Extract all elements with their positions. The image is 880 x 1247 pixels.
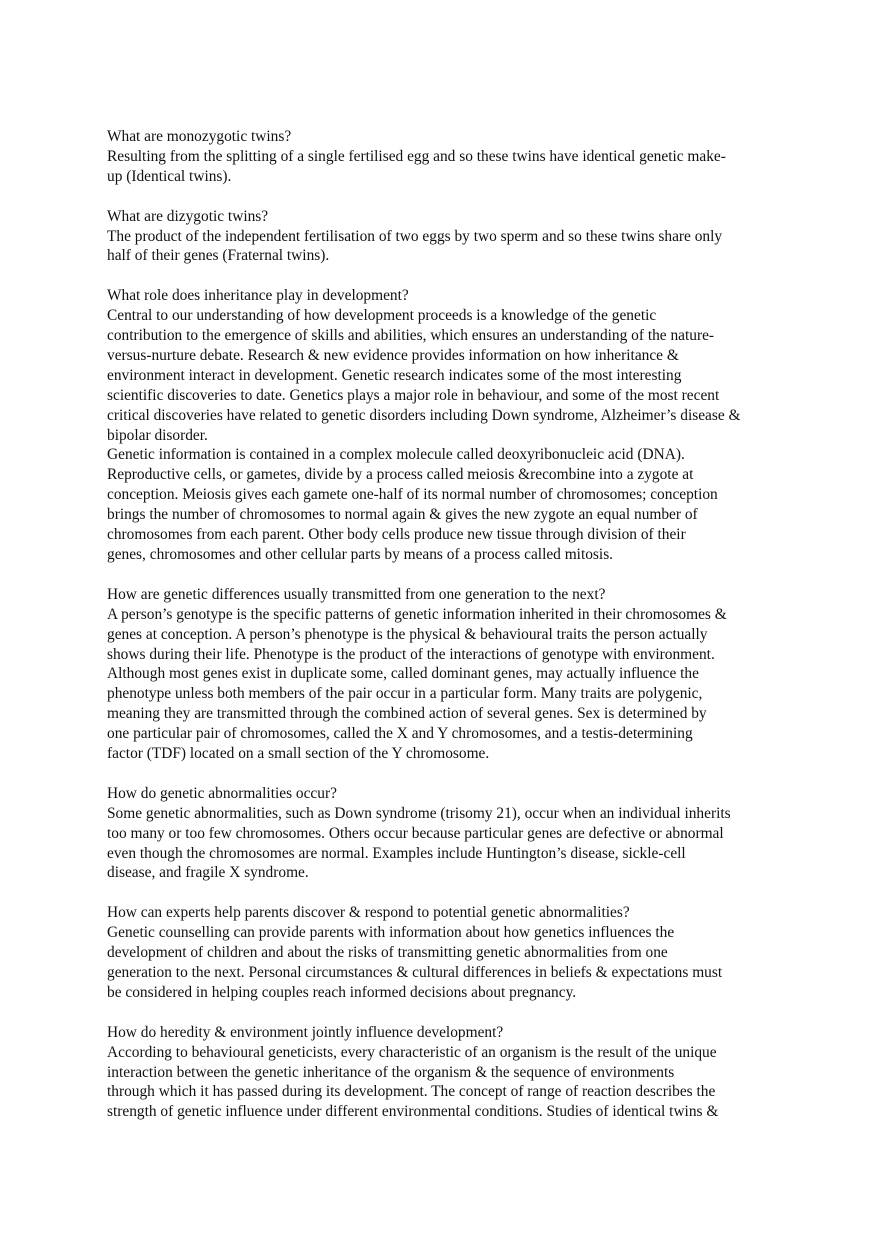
question-heading: How can experts help parents discover & respond to potential genetic abnormalities? (107, 904, 630, 922)
qa-section-inheritance (107, 286, 777, 565)
question-heading: How do heredity & environment jointly influence development? (107, 1023, 504, 1041)
question-heading: What are monozygotic twins? (107, 128, 292, 145)
answer-paragraph: Genetic information is contained in a complex molecule called deoxyribonucleic acid (DNA). Reproductive cells, or gametes, divide by a process called meiosis &recombine into a zygote at conception. Meiosis gives each gamete one-half of its normal number of chromosomes; conception brings the number of chromosomes to normal again & gives the new zygote an equal number of chromosomes from each parent. Other body cells produce new tissue through division of their genes, chromosomes and other cellular parts by means of a process called mitosis. (107, 446, 718, 563)
document-page (107, 127, 777, 1142)
question-heading: How are genetic differences usually transmitted from one generation to the next? (107, 585, 606, 603)
question-heading: What role does inheritance play in development? (107, 287, 409, 305)
qa-section-dizygotic (107, 207, 777, 267)
answer-paragraph: Some genetic abnormalities, such as Down syndrome (trisomy 21), occur when an individual inherits too many or too few chromosomes. Others occur because particular genes are defective or abnormal even though the chromosomes are normal. Examples include Huntington’s disease, sickle-cell disease, and fragile X syndrome. (107, 804, 731, 882)
answer-paragraph: A person’s genotype is the specific patterns of genetic information inherited in their chromosomes & genes at conception. A person’s phenotype is the physical & behavioural traits the person actually shows during their life. Phenotype is the product of the interactions of genotype with environment. Although most genes exist in duplicate some, called dominant genes, may actually influence the phenotype unless both members of the pair occur in a particular form. Many traits are polygenic, meaning they are transmitted through the combined action of several genes. Sex is determined by one particular pair of chromosomes, called the X and Y chromosomes, and a testis-determining factor (TDF) located on a small section of the Y chromosome. (107, 605, 727, 763)
answer-paragraph: Genetic counselling can provide parents with information about how genetics influences the development of children and about the risks of transmitting genetic abnormalities from one generation to the next. Personal circumstances & cultural differences in beliefs & expectations must be considered in helping couples reach informed decisions about pregnancy. (107, 924, 723, 1001)
answer-paragraph: Resulting from the splitting of a single fertilised egg and so these twins have identical genetic make- up (Identical twins). (107, 147, 726, 185)
qa-section-genetic-abnormalities (107, 784, 777, 884)
question-heading: How do genetic abnormalities occur? (107, 784, 337, 802)
qa-section-heredity-environment (107, 1023, 777, 1123)
question-heading: What are dizygotic twins? (107, 207, 269, 225)
answer-paragraph: The product of the independent fertilisation of two eggs by two sperm and so these twins share only half of their genes (Fraternal twins). (107, 227, 723, 265)
answer-paragraph: According to behavioural geneticists, every characteristic of an organism is the result of the unique interaction between the genetic inheritance of the organism & the sequence of environments through which it has passed during its development. The concept of range of reaction describes the strength of genetic influence under different environmental conditions. Studies of identical twins & (107, 1043, 719, 1121)
qa-section-genetic-differences (107, 585, 777, 764)
qa-section-monozygotic (107, 127, 777, 187)
answer-paragraph: Central to our understanding of how development proceeds is a knowledge of the genetic contribution to the emergence of skills and abilities, which ensures an understanding of the nature- versus-nurture debate. Research & new evidence provides information on how inheritance & environment interact in development. Genetic research indicates some of the most interesting scientific discoveries to date. Genetics plays a major role in behaviour, and some of the most recent critical discoveries have related to genetic disorders including Down syndrome, Alzheimer’s disease & bipolar disorder. (107, 307, 741, 444)
qa-section-genetic-counselling (107, 903, 777, 1003)
